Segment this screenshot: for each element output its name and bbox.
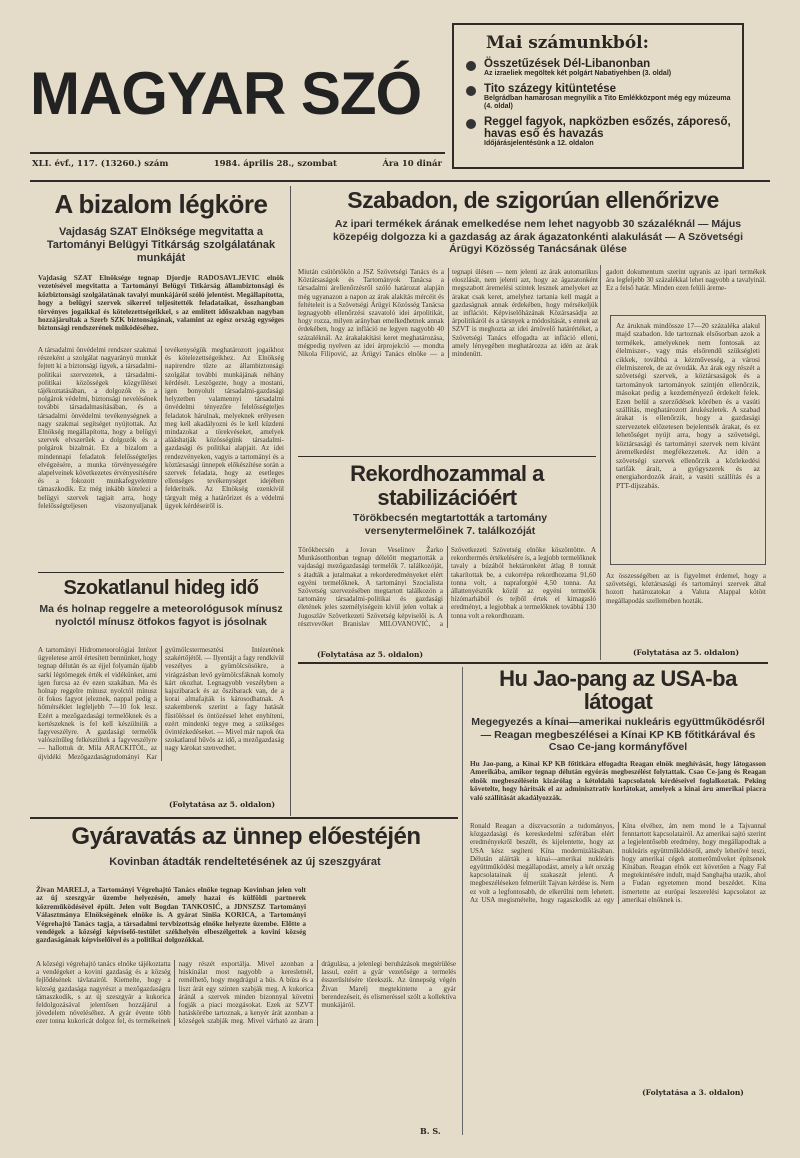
gyaravatas-subhead: Kovinban átadták rendeltetésének az új szeszgyárat [109, 856, 381, 868]
volume-number: XLI. évf., 117. (13260.) szám [32, 159, 169, 169]
szabadon-continued: (Folytatása az 5. oldalon) [633, 648, 739, 657]
bullet-icon [466, 86, 476, 96]
hujaopang-body: Ronald Reagan a díszvacsorán a tudományos, közgazdasági és kereskedelmi szférában elért eredményekről beszélt, és kijelentette, hogy az USA kész segíteni Kína modernizálásában. Délután aláírták a kínai—amerikai nukleáris együttműködési megállapodást, amely a két ország kapcsolatainak új szakaszát jelenti. A megbeszéléseken felmerült Tajvan kérdése is. Nem ez volt a legfontosabb, de elkerülni nem lehetett. Az USA megismételte, hogy ragaszkodik az egy Kína elvéhez, ám nem mond le a Tajvannal fenntartott kapcsolatairól. Az amerikai sajtó szerint a legjelentősebb eredmény, hogy megállapodtak a nukleáris együttműködésről, amely lehetővé teszi, hogy amerikai cégek atomerőműveket építsenek Kínában. Reagan elnök ezt követően a Nagy Fal megtekintésére indult, majd Sanghajba utazik, ahol a Fudan egyetemen mond beszédet. Kína ismertette az európai leszerelési kapcsolatot az amerikai elnöknek is. [470, 822, 766, 904]
szabadon-side: gadott dokumentum szerint ugyanis az ipari termékek ára legfeljebb 30 százalékkal lehet nagyobb a tavalyinál. Ez a felső határ. Minden ezen felüli áreme- [606, 268, 766, 293]
gyaravatas-headline: Gyáravatás az ünnep előestéjén [71, 823, 421, 850]
hideg-headline: Szokatlanul hideg idő [63, 577, 259, 599]
contents-item-detail: Belgrádban hamarosan megnyílik a Tito Emlékközpont még egy múzeuma (4. oldal) [484, 95, 731, 110]
bullet-icon [466, 61, 476, 71]
rekord-continued: (Folytatása az 5. oldalon) [317, 650, 423, 659]
hujaopang-headline: Hu Jao-pang az USA-ba látogat [499, 666, 737, 714]
bizalom-lead: Vajdaság SZAT Elnöksége tegnap Djordje RADOSAVLJEVIC elnök vezetésével megvitatta a Tartományi Belügyi Titkárság állambiztonsági és közbiztonsági szolgálatának tavalyi munkájáról szóló jelentést. Megállapította, hogy a belügyi szervek sikerrel teljesítették feladataikat, összhangban törvényes jogaikkal és kötelezettségeikkel, s az említett időszakban nagyban hozzájárultak a Szerb SZK biztonságának, valamint az egész ország egységes biztonsági rendszerének működéséhez. [38, 273, 284, 333]
szabadon-box-text: Az áruknak mindössze 17—20 százaléka alakul majd szabadon. Ide tartoznak elsősorban azok a termékek, amelyeknek nem fontosak az élelmiszer-, vagy más elsőrendű szükségleti cikkek, továbbá a kézművesség, a városi élelmiszerek, de az óvodák. Az árak egy részét a szövetségi szervek, a köztársaságok és a tartományok tartományok szintjén ellenőrzik, másokat pedig a kezdeményező érdekelt felek. Ezen belül a szerződések körében és a vasúti szállítás, meghatározott árukészletek. A szabad árakat is ellenőrzik, hogy a gazdasági szervezetek előzetesen bejelentsék árakat, és ez lehetőséget nyújt arra, hogy a szövetségi, köztársasági és tartományi szervek nem kívánt áremelkedést megfékezzenek. Az idén a szövetségi szervek ellenőrzik a közlekedési tarifák árait, a gyógyszerek és az energiahordozók árait, a vasúti szállítás és a PTT-díjszabás. [616, 321, 760, 490]
hujaopang-subhead: Megegyezés a kínai—amerikai nukleáris együttműködésről — Reagan megbeszélései a Kínai KP KB főtitkárával és Csao Ce-jang kormányfővel [471, 716, 765, 754]
hideg-subhead: Ma és holnap reggelre a meteorológusok mínusz nyolctól mínusz ötfokos fagyot is jósolnak [39, 603, 283, 628]
dateline [32, 159, 442, 169]
bullet-icon [466, 119, 476, 129]
hideg-continued: (Folytatása az 5. oldalon) [169, 800, 275, 809]
gyaravatas-body: A községi végrehajtó tanács elnöke tájékoztatta a vendégeket a kovini gazdaság és a község fejlődésének távlatairól. Kiemelte, hogy a község gazdasága nagyrészt a mezőgazdaságra támaszkodik, s az új szeszgyár a kukorica feldolgozásával jelentősen hozzájárul a jövedelem növeléséhez. A gyár évente több ezer tonna kukoricát dolgoz fel, és termékeinek nagy részét exportálja. Mivel azonban a húskínálat most nagyobb a keresletnél, remélhető, hogy megdrágul a hús. A búza és a liszt árát egy szinten szabják meg. A kukorica áránál a szervek minden bizonnyal követni fogják a piaci mozgásokat. Ezek az SZVT hatáskörébe tartoznak, a kenyér árát azonban a községek szabják meg. Mivel várható az áram drágulása, a jelenlegi beruházások megtérülése lassul, ezért a gyár vezetősége a termelés ésszerűsítésére törekszik. Az ünnepség végén Živan Marelj megtekintette a gyár berendezéseit, és elismeréssel szólt a kollektíva munkájáról. [36, 960, 456, 1026]
contents-item-headline: Összetűzések Dél-Libanonban [484, 58, 651, 70]
rekord-body: Törökbecsén a Jovan Veselinov Žarko Munkásotthonban tegnap délelőtt megtartották a vajdasági mezőgazdasági termelők 7. találkozóját, s átadták a jutalmakat a rekorderedményeket elért egyéni termelőknek. A tartományi Szocialista Szövetség szervezésében megtartott találkozón a tartomány társadalmi-politikai és gazdasági életének jeles személyiségein kívül jelen voltak a Jugoszláv Szövetkezeti Szövetség képviselői is. A résztvevőket Branislav MILOVANOVIĆ, a Szövetkezeti Szövetség elnöke köszöntötte. A rekordtermés értékelésére is, a legjobb termelőknek tavaly a búzából hektáronként átlag 8 tonnát takarítottak be, a cukorrépa rekordhozama 91,60 tonna volt, a napraforgóé 4,50 tonna. Az állattenyésztők közül az egyéni termelők hízómarhából és tejből értek el kimagasló eredményt, a legjobbak a termelőknek továbbá 130 tonna volt a rekordhozam. [298, 546, 596, 628]
contents-item [466, 83, 732, 111]
rekord-subhead: Törökbecsén megtartották a tartomány versenytermelőinek 7. találkozóját [352, 512, 548, 537]
bizalom-headline: A bizalom légköre [54, 189, 268, 219]
contents-box [452, 23, 744, 169]
masthead-title: MAGYAR SZÓ [30, 60, 422, 127]
issue-date: 1984. április 28., szombat [213, 159, 337, 169]
szabadon-body: Miután csütörtökön a JSZ Szövetségi Tanács és a Köztársaságok és Tartományok Tanácsa a társadalmi árellenőrzésről szóló határozat alapján még ugyanazon a napon az árak alakítás mércéit és feltételeit is a Szövetségi Árügyi Közösség Tanácsa legnagyobb ellenőrzési szavatoló idei árpolitikát, hogy rozza, milyen arányban emelkedhetnek annak érdekében, hogy az infláció ne legyen nagyobb 40 százaléknál. Az árakalakítási keret meghatározása, mégpedig nyelven az idei árprojekció — mondta Nikola Filipović, az Árügyi Tanács elnöke — a tegnapi ülésen — nem jelenti az árak automatikus eloszlását, nem jelenti azt, hogy az ágazatonként megszabott áremelési szintek lesznek amelyeket az árakat csak keret, amelyhez tartania kell magát a gazdaságnak annak érdekében, hogy mérsékeljük az inflációt. Képviselőházának Közársasádja az árpolitikáról és a társnyek a módosítását, s ennek az SZVT is meghozta az idei árnövelő határértéket, a Szövetségi Tanács elfogadta az infláció elleni, amely lényegében meghatározza az idén az árak mindenütt. [298, 268, 598, 359]
rekord-headline: Rekordhozammal a stabilizációért [350, 461, 544, 510]
bizalom-body: A társadalmi önvédelmi rendszer szakmai részeként a szolgálat nagyarányú munkát fejtett ki a biztonsági ügyek, a társadalmi-politikai szervezetek, a társadalmi-politikai közösségek közgyűlései tájékoztatásában, a dolgozók és a polgárok védelmi, biztonsági nevelésének további társadalmasításában, és a társadalmi önvédelmi tevékenységnek a nagy szakmai segítséget nyújtottak. Az Elnökség megállapította, hogy a belügyi szervek elvszerűek a dolgozók és a polgárok bizalmát. Ez a bizalom a mindennapi feladatok felelősségteljes elvégzésére, a munka törvényességére alapelveinek következetes érvényesítésére és a fokozott munkafegyelemre támaszkodik. Ez még inkább kötelezi a belügyi szervek tagjait arra, hogy felelősségteljesen viszonyuljanak tevékenységük meghatározott jogaikhoz és kötelezettségeikhez. Az Elnökség napirendre tűzte az állambiztonsági szolgálat további munkájának néhány kérdését. Leszögezte, hogy a mostani, igen bonyolult társadalmi-gazdasági helyzetben valamennyi társadalmi önvédelmi tényezőre felelősségteljes feladatok hárulnak, melyeknek erélyesen meg kell akadályozni és le kell küzdeni mindazokat a törekvéseket, amelyek alááshatják közösségünk társadalmi-gazdasági és politikai alapjait. Az idei rendezvényeken, vagyis a tartományi és a köztársasági ünnepek előkészítése során a szervek feladata, hogy az esetleges ellenséges tevékenységet idejében felderítsék. Az Elnökség ezenkívül tárgyalt még a határőrizet és a védelmi ügyek kérdéseiről is. [38, 346, 284, 510]
contents-item [466, 58, 732, 78]
contents-item [466, 116, 732, 148]
hujaopang-lead: Hu Jao-pang, a Kínai KP KB főtitkára elfogadta Reagan elnök meghívását, hogy látogasson Amerikába, amikor tegnap délután egyórás megbeszélést folytattak. Csao Ce-jang és Reagan elnök megbeszélésein kizárólag a kétoldalú kapcsolatok kérdéseivel foglalkoztak. Peking követelte, hogy hárítsák el az adminisztratív korlátokat, amelyek a kínai áru amerikai piacra való szállítását akadályozzák. [470, 759, 766, 802]
szabadon-bottom: Az összességében az is figyelmet érdemel, hogy a szövetségi, köztársasági és tartományi szervek által hozott határozatokat a Valuta Alappal kötött megállapodás szellemében hozták. [606, 572, 766, 605]
price: Ára 10 dinár [382, 159, 442, 169]
contents-title: Mai számunkból: [486, 33, 649, 53]
contents-item-detail: Időjárásjelentésünk a 12. oldalon [484, 140, 594, 147]
contents-item-headline: Tito százegy kitüntetése [484, 83, 617, 95]
hideg-body: A tartományi Hidrometeorológiai Intézet ügyeletese arról értesített bennünket, hogy tegnap délután és az éjjel folyamán újabb sarki légtömegek érték el vidékünket, ami igen furcsa az év ezen szakában. Ma és holnap reggelre mínusz nyolctól mínusz öt fokos fagyot jeleznek, nappal pedig a hőmérséklet legfeljebb 7—10 fok lesz. Ezért a mezőgazdasági termelőknek és a kertészeknek is fel kell készülniük a fagyveszélyre. A gazdasági termelők valószínűleg felkészültek a fagyveszélyre — hallottuk dr. Mila ARACKITÓL, az újvidéki Mezőgazdaságtudományi Kar gyümölcstermesztési Intézetének szakértőjétől. — Ilyentájt a fagy rendkívül veszélyes a gyümölcsösökre, a virágzásban levő gyümölcsfáknak komoly kárt okozhat. Legnagyobb veszélyben a kajszibarack és az őszibarack van, de a korai almafajták is károsodhatnak. A szakemberek szerint a fagy hatását füstöléssel és öntözéssel lehet enyhíteni, ezért mindenki tegye meg a szükséges óvintézkedéseket. — Mivel már napok óta szokatlanul hűvös az idő, a mezőgazdaság nagy károkat szenvedhet. [38, 646, 284, 761]
hujaopang-continued: (Folytatása a 3. oldalon) [642, 1088, 744, 1097]
gyaravatas-lead: Živan MARELJ, a Tartományi Végrehajtó Tanács elnöke tegnap Kovinban jelen volt az új szeszgyár üzembe helyezésén, amely hazai és külföldi partnerek közreműködésével épült. Jelen volt Bogdan TANKOSIĆ, a JDNSZSZ Tartományi Választmánya Elnökségének elnöke is. A gyárat Siniša KORICA, a Tartományi Végrehajtó Tanács tagja, a társadalmi tervbizottság elnöke helyezte üzembe. Előtte a vendégek a községi képviselő-testület székhelyén elbeszélgettek a kovini község gazdaságának képviselőivel és a politikai dolgozókkal. [36, 885, 306, 945]
bizalom-subhead: Vajdaság SZAT Elnöksége megvitatta a Tartományi Belügyi Titkárság szolgálatának munkáját [46, 226, 276, 265]
contents-item-headline: Reggel fagyok, napközben esőzés, záporeső, havas eső és havazás [484, 116, 731, 140]
szabadon-subhead: Az ipari termékek árának emelkedése nem lehet nagyobb 30 százaléknál — Május közepéig dolgozza ki a gazdaság az árak ágazatonkénti alakulását — A Szövetségi Árügyi Közösség Tanácsának ülése [332, 218, 744, 256]
szabadon-headline: Szabadon, de szigorúan ellenőrizve [347, 187, 719, 213]
gyaravatas-signature: B. S. [420, 1126, 441, 1136]
szabadon-box [610, 315, 766, 565]
contents-item-detail: Az izraeliek megöltek két polgárt Nabatiyehben (3. oldal) [484, 70, 672, 77]
